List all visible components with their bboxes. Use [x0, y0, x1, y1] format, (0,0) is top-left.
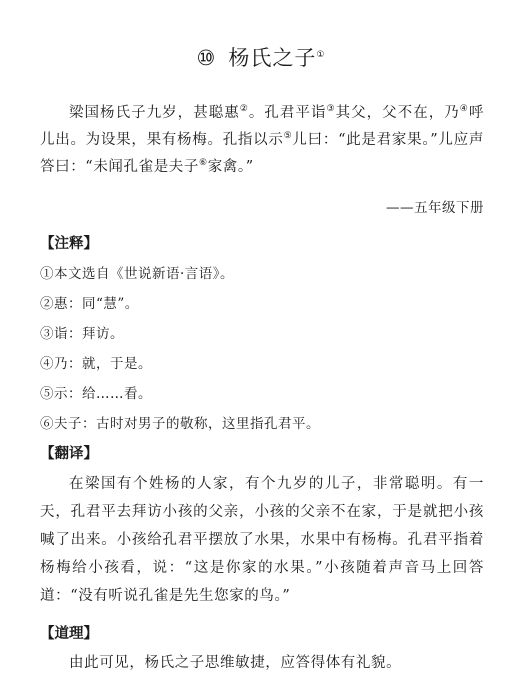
passage-text-3: 其父，父不在，乃 [335, 105, 460, 121]
passage-text-1: 梁国杨氏子九岁，甚聪惠 [69, 105, 240, 121]
passage-text-6: 家禽。” [207, 159, 254, 175]
footnote-mark-5: ⑤ [283, 131, 293, 142]
moral-text: 由此可见，杨氏之子思维敏捷，应答得体有礼貌。 [69, 655, 402, 671]
lesson-title: 杨氏之子 [228, 46, 317, 70]
notes-heading: 【注释】 [40, 236, 98, 252]
note-item: ⑥夫子：古时对男子的敬称，这里指孔君平。 [40, 416, 320, 432]
title-footnote-mark: ① [316, 50, 326, 60]
note-item: ①本文选自《世说新语·言语》。 [40, 266, 235, 282]
passage-text-2: 。孔君平诣 [248, 105, 327, 121]
classical-passage [40, 100, 484, 181]
note-item: ⑤示：给……看。 [40, 386, 152, 402]
footnote-mark-2: ② [239, 104, 249, 115]
footnote-mark-4: ④ [459, 104, 469, 115]
note-item: ②惠：同“慧”。 [40, 296, 139, 312]
page-title [0, 42, 522, 72]
footnote-mark-3: ③ [326, 104, 336, 115]
note-item: ③诣：拜访。 [40, 326, 124, 342]
footnote-mark-6: ⑥ [199, 158, 208, 169]
note-item: ④乃：就，于是。 [40, 356, 152, 372]
translation-text: 在梁国有个姓杨的人家，有个九岁的儿子，非常聪明。有一天，孔君平去拜访小孩的父亲，小孩的父亲不在家，于是就把小孩喊了出来。小孩给孔君平摆放了水果，水果中有杨梅。孔君平指着杨梅给小孩看，说：“这是你家的水果。”小孩随着声音马上回答道：“没有听说孔雀是先生您家的鸟。” [40, 476, 484, 604]
passage-text-5: 儿曰：“此是君家果。”儿应声答曰：“未闻孔雀是夫子 [40, 132, 484, 175]
translation-heading: 【翻译】 [40, 446, 98, 462]
moral-heading: 【道理】 [40, 626, 98, 642]
passage-text-4: 呼儿出。为设果，果有杨梅。孔指以示 [40, 105, 484, 148]
source-attribution: ——五年级下册 [386, 200, 484, 216]
lesson-number: ⑩ [196, 46, 217, 70]
